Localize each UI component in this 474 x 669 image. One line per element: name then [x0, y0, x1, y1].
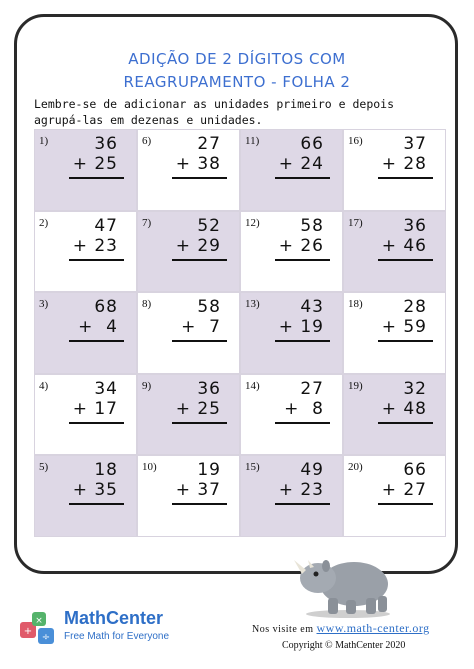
- problem-cell: [343, 455, 446, 537]
- problem-number: 13): [245, 298, 260, 311]
- problem-number: 6): [142, 135, 152, 147]
- sum-line: [172, 177, 227, 179]
- sum-line: [69, 503, 124, 505]
- addend-bottom: + 26: [278, 235, 324, 256]
- problem-number: 5): [39, 461, 49, 474]
- addend-bottom: + 23: [72, 235, 118, 256]
- worksheet-title-line1: ADIÇÃO DE 2 DÍGITOS COM: [128, 50, 346, 68]
- addend-bottom: + 8: [284, 398, 324, 419]
- sum-line: [275, 259, 330, 261]
- addend-bottom: + 48: [381, 398, 427, 419]
- addend-top: 37: [403, 134, 427, 154]
- addend-top: 43: [300, 297, 324, 318]
- problem-number: 8): [142, 298, 152, 311]
- brand-tagline: Free Math for Everyone: [64, 631, 170, 642]
- addend-top: 32: [403, 378, 427, 399]
- addend-top: 19: [197, 460, 221, 481]
- addend-bottom: + 7: [181, 317, 221, 338]
- addend-top: 66: [300, 134, 324, 154]
- problem-cell: [34, 374, 137, 456]
- problem-number: 15): [245, 461, 260, 474]
- addend-bottom: + 24: [278, 154, 324, 174]
- addend-bottom: + 27: [381, 480, 427, 501]
- addend-bottom: + 19: [278, 317, 324, 338]
- problem-cell: [240, 129, 343, 211]
- problem-number: 17): [348, 216, 363, 229]
- addend-bottom: + 25: [175, 398, 221, 419]
- problem-number: 3): [39, 298, 49, 311]
- problem-number: 18): [348, 298, 363, 311]
- sum-line: [69, 422, 124, 424]
- problem-number: 2): [39, 216, 49, 229]
- copyright: Copyright © MathCenter 2020: [282, 640, 406, 651]
- problem-cell: [240, 292, 343, 374]
- problem-number: 14): [245, 379, 260, 392]
- addend-bottom: + 17: [72, 398, 118, 419]
- problem-cell: [343, 292, 446, 374]
- addend-top: 68: [94, 297, 118, 318]
- addend-bottom: + 46: [381, 235, 427, 256]
- sum-line: [172, 422, 227, 424]
- svg-text:+: +: [23, 626, 33, 637]
- addend-top: 52: [197, 215, 221, 236]
- svg-text:×: ×: [35, 616, 43, 626]
- addend-top: 18: [94, 460, 118, 481]
- problem-cell: [240, 374, 343, 456]
- problem-cell: [137, 211, 240, 293]
- problem-cell: [34, 129, 137, 211]
- sum-line: [275, 422, 330, 424]
- problem-number: 1): [39, 135, 49, 147]
- addend-top: 58: [300, 215, 324, 236]
- addend-top: 36: [403, 215, 427, 236]
- website-link[interactable]: www.math-center.org: [316, 621, 430, 635]
- instructions: Lembre-se de adicionar as unidades primeiro e depois agrupá-las em dezenas e unidades.: [34, 97, 395, 127]
- addend-top: 36: [94, 134, 118, 154]
- sum-line: [275, 177, 330, 179]
- problem-number: 12): [245, 216, 260, 229]
- sum-line: [69, 177, 124, 179]
- problem-cell: [34, 211, 137, 293]
- sum-line: [172, 503, 227, 505]
- problem-number: 20): [348, 461, 363, 474]
- problem-cell: [240, 455, 343, 537]
- sum-line: [69, 259, 124, 261]
- problem-number: 16): [348, 135, 363, 147]
- problem-number: 4): [39, 379, 49, 392]
- addend-bottom: + 38: [175, 154, 221, 174]
- problem-cell: [137, 455, 240, 537]
- addend-top: 34: [94, 378, 118, 399]
- addend-top: 47: [94, 215, 118, 236]
- addend-bottom: + 25: [72, 154, 118, 174]
- addend-bottom: + 37: [175, 480, 221, 501]
- sum-line: [378, 503, 433, 505]
- worksheet-title-line2: REAGRUPAMENTO - FOLHA 2: [123, 73, 351, 91]
- sum-line: [275, 340, 330, 342]
- addend-bottom: + 4: [78, 317, 118, 338]
- visit-text: Nos visite em: [252, 624, 314, 635]
- visit-line: [252, 621, 430, 636]
- addend-top: 27: [300, 378, 324, 399]
- addend-bottom: + 29: [175, 235, 221, 256]
- problem-cell: [34, 292, 137, 374]
- addend-top: 66: [403, 460, 427, 481]
- sum-line: [172, 259, 227, 261]
- addend-top: 28: [403, 297, 427, 318]
- sum-line: [378, 422, 433, 424]
- addend-top: 58: [197, 297, 221, 318]
- addend-top: 36: [197, 378, 221, 399]
- addend-top: 49: [300, 460, 324, 481]
- problem-cell: [343, 211, 446, 293]
- problem-cell: [240, 211, 343, 293]
- problem-cell: [137, 292, 240, 374]
- sum-line: [378, 340, 433, 342]
- addend-bottom: + 28: [381, 154, 427, 174]
- sum-line: [378, 259, 433, 261]
- svg-text:÷: ÷: [41, 632, 51, 643]
- sum-line: [378, 177, 433, 179]
- rhino-illustration-icon: [290, 540, 400, 620]
- problem-number: 11): [245, 135, 260, 147]
- problem-grid: [34, 129, 446, 537]
- sum-line: [172, 340, 227, 342]
- addend-bottom: + 35: [72, 480, 118, 501]
- addend-bottom: + 59: [381, 317, 427, 338]
- problem-number: 7): [142, 216, 152, 229]
- addend-bottom: + 23: [278, 480, 324, 501]
- addend-top: 27: [197, 134, 221, 154]
- problem-number: 19): [348, 379, 363, 392]
- brand-name: MathCenter: [64, 608, 164, 628]
- sum-line: [69, 340, 124, 342]
- sum-line: [275, 503, 330, 505]
- problem-cell: [34, 455, 137, 537]
- problem-number: 9): [142, 379, 152, 392]
- problem-cell: [137, 374, 240, 456]
- problem-cell: [137, 129, 240, 211]
- problem-cell: [343, 129, 446, 211]
- problem-number: 10): [142, 461, 157, 474]
- problem-cell: [343, 374, 446, 456]
- mathcenter-logo-icon: [18, 608, 58, 648]
